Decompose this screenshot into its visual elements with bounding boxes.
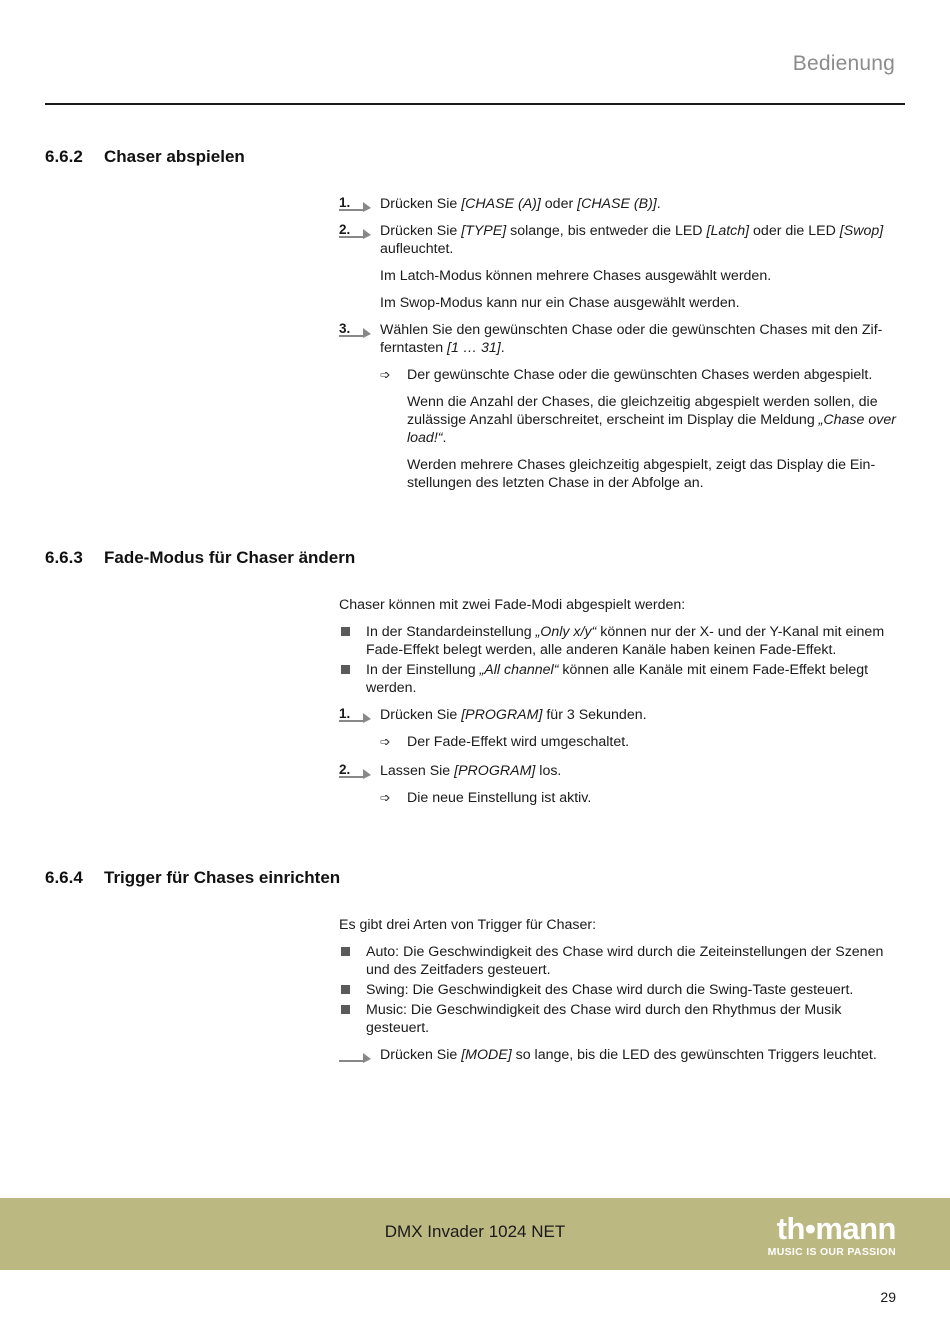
step-text: Drücken Sie bbox=[380, 223, 462, 239]
step-marker bbox=[339, 222, 373, 240]
result-item bbox=[339, 733, 904, 751]
list-item: Swing: Die Geschwindigkeit des Chase wird durch die Swing-Taste gesteuert. bbox=[339, 981, 904, 999]
section-title: Chaser abspielen bbox=[104, 147, 245, 166]
step-text: . bbox=[656, 196, 661, 212]
step-marker bbox=[339, 706, 373, 724]
action-item: Drücken Sie [MODE] so lange, bis die LED des gewünschten Triggers leuchtet. bbox=[339, 1046, 904, 1064]
result-item bbox=[339, 789, 904, 807]
key-label: [MODE] bbox=[461, 1047, 512, 1063]
section-664-content bbox=[339, 916, 904, 1073]
page-number: 29 bbox=[880, 1289, 896, 1305]
key-label: [1 … 31] bbox=[447, 340, 501, 356]
result-text: Der Fade-Effekt wird umgeschaltet. bbox=[407, 734, 630, 750]
step-text: Wählen Sie den gewünschten Chase oder die gewünschten Chases mit den Zifferntasten bbox=[380, 322, 883, 356]
step-arrow-icon bbox=[339, 325, 373, 339]
result-text: Die neue Einstellung ist aktiv. bbox=[407, 790, 592, 806]
result-text: Der gewünschte Chase oder die gewünschten Chases werden abgespielt. bbox=[407, 367, 873, 383]
display-message: „Chase over load!“ bbox=[407, 412, 896, 446]
step-text: solange, bis entweder die LED bbox=[506, 223, 707, 239]
step-number: 3. bbox=[339, 321, 351, 336]
key-label: [TYPE] bbox=[461, 223, 507, 239]
section-number: 6.6.2 bbox=[45, 147, 83, 166]
step-marker bbox=[339, 321, 373, 339]
step-arrow-icon bbox=[339, 226, 373, 240]
step-arrow-icon bbox=[339, 199, 373, 213]
key-label: [Swop] bbox=[839, 223, 884, 239]
intro-text: Chaser können mit zwei Fade-Modi abgespielt werden: bbox=[339, 597, 686, 613]
step-marker bbox=[339, 1046, 373, 1064]
logo-tagline: MUSIC IS OUR PASSION bbox=[767, 1246, 896, 1258]
step-marker bbox=[339, 762, 373, 780]
square-bullet-icon bbox=[341, 947, 350, 956]
list-item: Auto: Die Geschwindigkeit des Chase wird durch die Zeiteinstellungen der Szenen und des Zeitfaders gesteuert. bbox=[339, 943, 904, 979]
step-number: 2. bbox=[339, 222, 351, 237]
thomann-logo bbox=[736, 1213, 896, 1258]
step-number: 1. bbox=[339, 195, 351, 210]
section-662-content bbox=[339, 195, 904, 501]
step-number: 1. bbox=[339, 706, 351, 721]
header-rule bbox=[45, 103, 905, 105]
square-bullet-icon bbox=[341, 665, 350, 674]
square-bullet-icon bbox=[341, 627, 350, 636]
step-item bbox=[339, 222, 904, 258]
step-number: 2. bbox=[339, 762, 351, 777]
note-text: Im Swop-Modus kann nur ein Chase ausgewählt werden. bbox=[380, 295, 740, 311]
step-arrow-icon bbox=[339, 1050, 373, 1064]
section-heading-663 bbox=[45, 548, 355, 568]
note-text: Werden mehrere Chases gleichzeitig abgespielt, zeigt das Display die Einstellungen des letzten Chase in der Abfolge an. bbox=[407, 457, 876, 491]
step-text: . bbox=[500, 340, 505, 356]
section-663-content bbox=[339, 596, 904, 816]
section-title: Trigger für Chases einrichten bbox=[104, 868, 341, 887]
footer-product-name: DMX Invader 1024 NET bbox=[384, 1222, 566, 1241]
page-header-title: Bedienung bbox=[792, 52, 895, 75]
list-item: In der Standardeinstellung „Only x/y“ können nur der X- und der Y-Kanal mit einem Fade-Effekt belegt werden, alle anderen Kanäle haben keinen Fade-Effekt. bbox=[339, 623, 904, 659]
step-item bbox=[339, 195, 904, 213]
square-bullet-icon bbox=[341, 985, 350, 994]
key-label: [Latch] bbox=[706, 223, 750, 239]
setting-name: „All channel“ bbox=[479, 662, 559, 678]
step-text: aufleuchtet. bbox=[380, 241, 454, 257]
step-item: 2. Lassen Sie [PROGRAM] los. bbox=[339, 762, 562, 779]
intro-text: Es gibt drei Arten von Trigger für Chaser: bbox=[339, 917, 597, 933]
key-label: [PROGRAM] bbox=[461, 707, 543, 723]
step-arrow-icon bbox=[339, 710, 373, 724]
note-text: Im Latch-Modus können mehrere Chases ausgewählt werden. bbox=[380, 268, 772, 284]
result-item bbox=[339, 366, 904, 384]
section-heading-664 bbox=[45, 868, 340, 888]
section-number: 6.6.3 bbox=[45, 548, 83, 567]
setting-name: „Only x/y“ bbox=[535, 624, 597, 640]
section-heading-662 bbox=[45, 147, 245, 167]
step-text: oder bbox=[540, 196, 578, 212]
step-item bbox=[339, 321, 904, 357]
key-label: [CHASE (B)] bbox=[577, 196, 657, 212]
step-marker bbox=[339, 195, 373, 213]
section-number: 6.6.4 bbox=[45, 868, 83, 887]
result-arrow-icon: ➩ bbox=[380, 790, 391, 805]
result-arrow-icon: ➩ bbox=[380, 734, 391, 749]
note-text: Wenn die Anzahl der Chases, die gleichzeitig abgespielt werden sollen, die zulässige Anzahl überschreitet, erscheint im Display die Meldung „Chase over load!“. bbox=[407, 394, 896, 446]
section-title: Fade-Modus für Chaser ändern bbox=[104, 548, 356, 567]
step-item: 1. Drücken Sie [PROGRAM] für 3 Sekunden. bbox=[339, 706, 647, 723]
list-item: Music: Die Geschwindigkeit des Chase wird durch den Rhythmus der Musik gesteuert. bbox=[339, 1001, 904, 1037]
step-text: Drücken Sie bbox=[380, 196, 462, 212]
result-arrow-icon: ➩ bbox=[380, 367, 391, 382]
step-text: oder die LED bbox=[749, 223, 840, 239]
square-bullet-icon bbox=[341, 1005, 350, 1014]
step-arrow-icon bbox=[339, 766, 373, 780]
key-label: [PROGRAM] bbox=[454, 763, 536, 779]
logo-wordmark: th•mann bbox=[776, 1211, 896, 1246]
list-item: In der Einstellung „All channel“ können alle Kanäle mit einem Fade-Effekt belegt werden. bbox=[339, 661, 904, 697]
key-label: [CHASE (A)] bbox=[461, 196, 541, 212]
